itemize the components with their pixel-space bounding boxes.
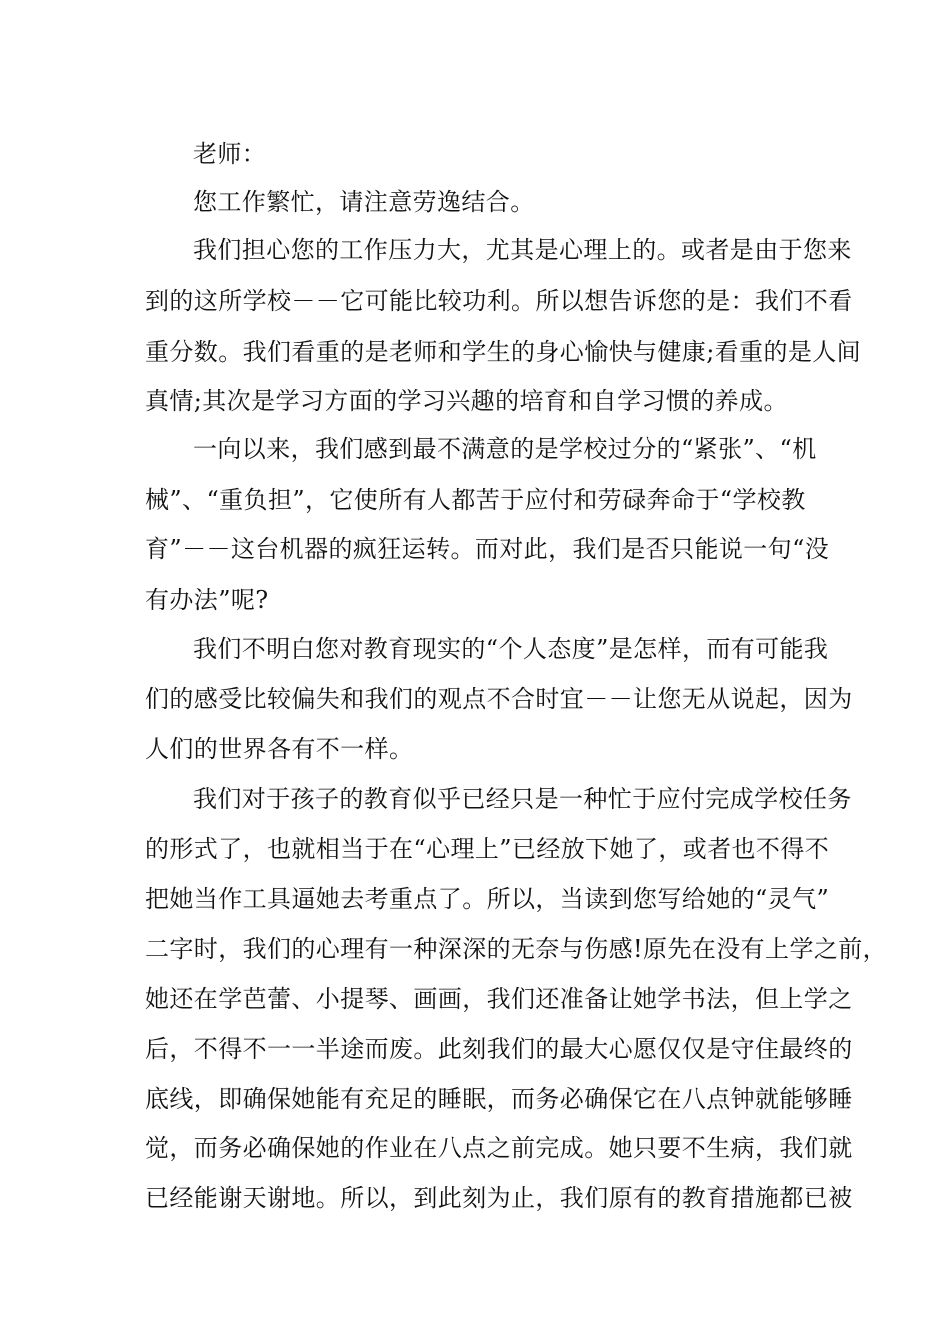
text-line: 二字时，我们的心理有一种深深的无奈与伤感!原先在没有上学之前， [145,935,888,963]
text-line: 我们对于孩子的教育似乎已经只是一种忙于应付完成学校任务 [193,785,852,813]
text-line: 我们担心您的工作压力大，尤其是心理上的。或者是由于您来 [193,236,852,264]
text-line: 的形式了，也就相当于在“心理上”已经放下她了，或者也不得不 [145,835,830,863]
text-line: 已经能谢天谢地。所以，到此刻为止，我们原有的教育措施都已被 [145,1184,853,1212]
text-line: 您工作繁忙，请注意劳逸结合。 [193,188,535,216]
text-line: 有办法”呢? [145,586,269,614]
text-line: 育”－－这台机器的疯狂运转。而对此，我们是否只能说一句“没 [145,535,830,563]
text-line: 觉，而务必确保她的作业在八点之前完成。她只要不生病，我们就 [145,1134,853,1162]
text-line: 们的感受比较偏失和我们的观点不合时宜－－让您无从说起，因为 [145,685,853,713]
text-line: 她还在学芭蕾、小提琴、画画，我们还准备让她学书法，但上学之 [145,985,853,1013]
text-line: 底线，即确保她能有充足的睡眠，而务必确保它在八点钟就能够睡 [145,1085,853,1113]
text-line: 械”、“重负担”，它使所有人都苦于应付和劳碌奔命于“学校教 [145,486,806,514]
text-line: 人们的世界各有不一样。 [145,735,414,763]
text-line: 把她当作工具逼她去考重点了。所以，当读到您写给她的“灵气” [145,885,830,913]
text-line: 后，不得不一一半途而废。此刻我们的最大心愿仅仅是守住最终的 [145,1035,853,1063]
text-line: 一向以来，我们感到最不满意的是学校过分的“紧张”、“机 [193,435,817,463]
text-line: 到的这所学校－－它可能比较功利。所以想告诉您的是：我们不看 [145,287,853,315]
text-line: 真情;其次是学习方面的学习兴趣的培育和自学习惯的养成。 [145,387,788,415]
text-line: 我们不明白您对教育现实的“个人态度”是怎样，而有可能我 [193,635,829,663]
salutation: 老师： [193,140,267,168]
text-line: 重分数。我们看重的是老师和学生的身心愉快与健康;看重的是人间 [145,338,862,366]
